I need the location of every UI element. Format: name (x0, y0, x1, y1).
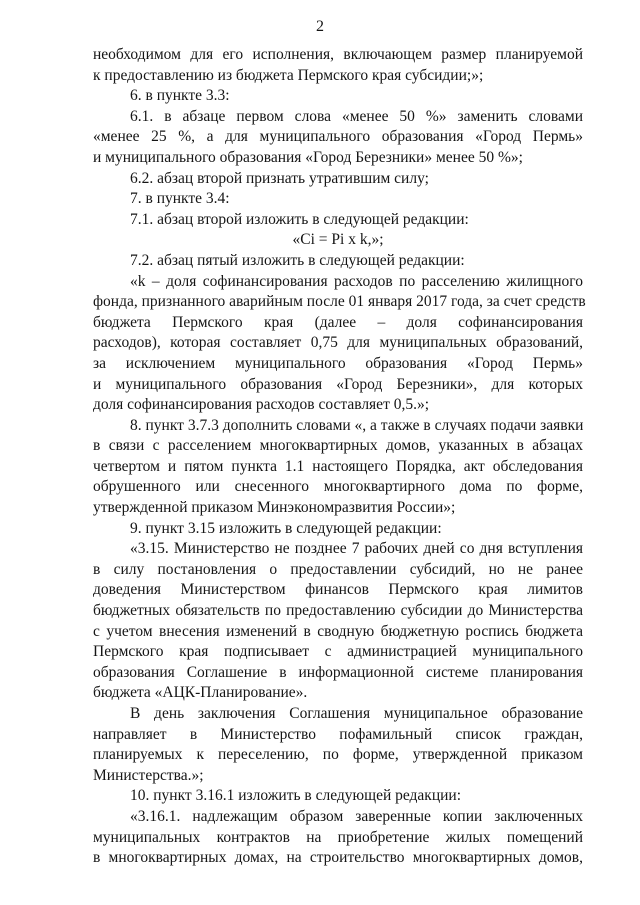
text-line: четвертом и пятом пункта 1.1 настоящего Порядка, акт обследования (93, 457, 583, 475)
text-line: «менее 25 %, а для муниципального образования «Город Пермь» (93, 128, 583, 146)
text-line: к предоставлению из бюджета Пермского края субсидии;»; (93, 66, 484, 84)
text-line: образования Соглашение в информационной системе планирования (93, 663, 583, 681)
text-line: 7.2. абзац пятый изложить в следующей редакции: (130, 251, 465, 269)
text-line: за исключением муниципального образования «Город Пермь» (93, 354, 583, 372)
text-line: расходов), которая составляет 0,75 для муниципальных образований, (93, 334, 583, 352)
text-line: доведения Министерством финансов Пермского края лимитов (93, 581, 583, 599)
text-line: В день заключения Соглашения муниципальное образование (130, 705, 583, 722)
text-line: 10. пункт 3.16.1 изложить в следующей редакции: (130, 787, 462, 805)
text-line: «3.15. Министерство не позднее 7 рабочих дней со дня вступления (130, 540, 583, 558)
text-line: «Ci = Pi x k,»; (292, 231, 384, 249)
text-line: доля софинансирования расходов составляет 0,5.»; (93, 396, 430, 414)
text-line: в многоквартирных домах, на строительство многоквартирных домов, (93, 849, 583, 867)
document-body (93, 45, 586, 869)
text-line: с учетом внесения изменений в сводную бюджетную роспись бюджета (93, 622, 583, 640)
text-line: 7.1. абзац второй изложить в следующей редакции: (130, 210, 469, 228)
text-line: 9. пункт 3.15 изложить в следующей редакции: (130, 519, 442, 537)
text-line: обрушенного или снесенного многоквартирного дома по форме, (93, 478, 583, 496)
text-line: и муниципального образования «Город Березники», для которых (93, 375, 583, 393)
text-line: 6. в пункте 3.3: (130, 87, 230, 105)
text-line: 7. в пункте 3.4: (130, 190, 230, 208)
text-line: необходимом для его исполнения, включающем размер планируемой (93, 46, 583, 63)
text-line: в связи с расселением многоквартирных домов, указанных в абзацах (93, 437, 583, 455)
text-line: утвержденной приказом Минэкономразвития России»; (93, 499, 456, 517)
page-number: 2 (316, 18, 324, 35)
text-line: бюджета «АЦК-Планирование». (93, 684, 308, 702)
text-line: фонда, признанного аварийным после 01 января 2017 года, за счет средств (93, 293, 586, 311)
text-line: 8. пункт 3.7.3 дополнить словами «, а также в случаях подачи заявки (130, 416, 584, 434)
text-line: бюджетных обязательств по предоставлению субсидии до Министерства (93, 602, 583, 620)
text-line: Пермского края подписывает с администрацией муниципального (93, 643, 583, 661)
text-line: и муниципального образования «Город Березники» менее 50 %»; (93, 148, 523, 166)
text-line: направляет в Министерство пофамильный список граждан, (93, 725, 583, 743)
text-line: в силу постановления о предоставлении субсидий, но не ранее (93, 560, 583, 578)
text-line: планируемых к переселению, по форме, утвержденной приказом (93, 746, 583, 764)
text-line: Министерства.»; (93, 766, 204, 784)
text-line: бюджета Пермского края (далее – доля софинансирования (93, 313, 583, 331)
text-line: «k – доля софинансирования расходов по расселению жилищного (130, 272, 583, 290)
text-line: 6.1. в абзаце первом слова «менее 50 %» заменить словами (130, 107, 583, 125)
text-line: 6.2. абзац второй признать утратившим силу; (130, 169, 429, 187)
text-line: муниципальных контрактов на приобретение жилых помещений (93, 828, 583, 846)
text-line: «3.16.1. надлежащим образом заверенные копии заключенных (130, 807, 583, 825)
